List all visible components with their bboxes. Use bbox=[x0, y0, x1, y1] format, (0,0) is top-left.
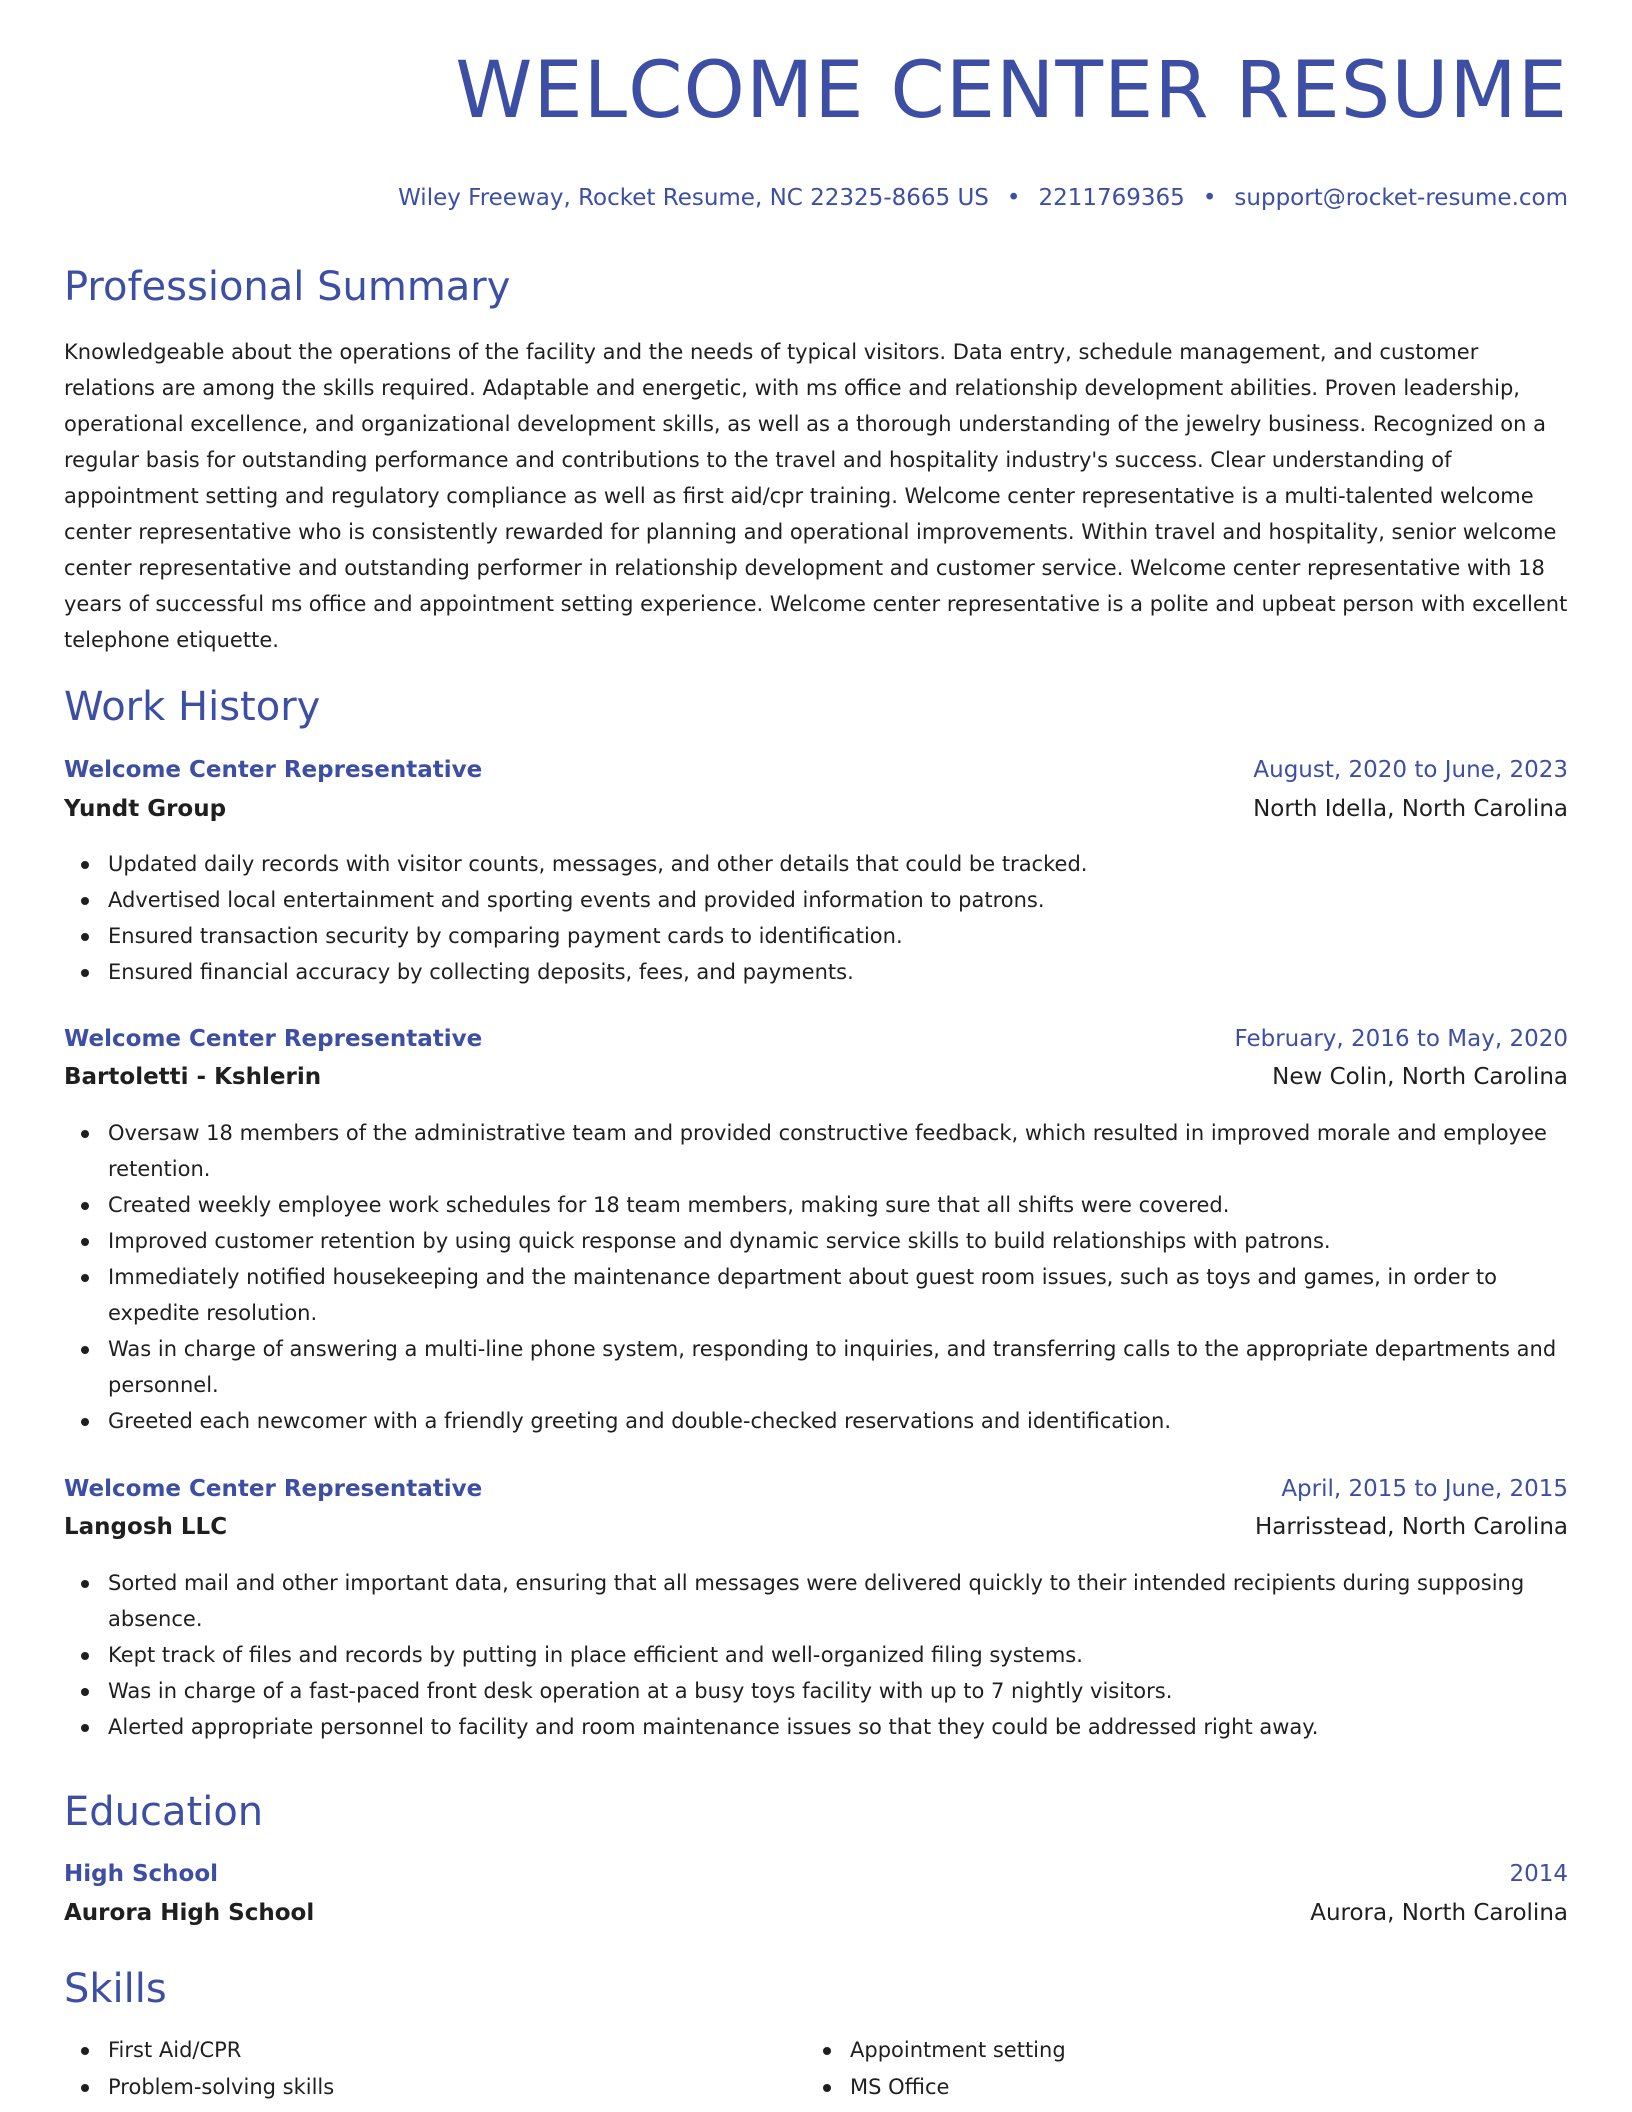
bullet-text: Ensured financial accuracy by collecting deposits, fees, and payments. bbox=[108, 960, 854, 984]
job-dates: August, 2020 to June, 2023 bbox=[1253, 757, 1568, 783]
skill-item bbox=[806, 2032, 1066, 2069]
bullet-icon bbox=[81, 1418, 89, 1426]
job-bullets bbox=[64, 1565, 1568, 1745]
bullet-icon bbox=[823, 2047, 831, 2055]
list-item bbox=[64, 1115, 1568, 1187]
skill-text: MS Office bbox=[850, 2075, 950, 2099]
bullet-text: Improved customer retention by using quick response and dynamic service skills to build relationships with patrons. bbox=[108, 1229, 1331, 1253]
list-item bbox=[64, 1565, 1568, 1637]
skill-text: Appointment setting bbox=[850, 2038, 1066, 2062]
skill-item bbox=[64, 2069, 334, 2106]
contact-email: support@rocket-resume.com bbox=[1234, 185, 1568, 211]
bullet-text: Was in charge of a fast-paced front desk operation at a busy toys facility with up to 7 nightly visitors. bbox=[108, 1679, 1173, 1703]
job-bullets bbox=[64, 1115, 1568, 1439]
bullet-text: Ensured transaction security by comparing payment cards to identification. bbox=[108, 924, 903, 948]
job-dates: April, 2015 to June, 2015 bbox=[1281, 1476, 1568, 1502]
bullet-text: Advertised local entertainment and sporting events and provided information to patrons. bbox=[108, 888, 1045, 912]
bullet-icon bbox=[81, 1580, 89, 1588]
work-history-heading: Work History bbox=[64, 684, 321, 730]
list-item bbox=[64, 1187, 1568, 1223]
job-company: Bartoletti - Kshlerin bbox=[64, 1064, 322, 1090]
bullet-text: Was in charge of answering a multi-line phone system, responding to inquiries, and transferring calls to the appropriate departments and personnel. bbox=[108, 1337, 1557, 1397]
bullet-icon bbox=[81, 1346, 89, 1354]
bullet-text: Updated daily records with visitor counts, messages, and other details that could be tracked. bbox=[108, 852, 1088, 876]
bullet-icon bbox=[81, 1202, 89, 1210]
bullet-text: Sorted mail and other important data, ensuring that all messages were delivered quickly to their intended recipients during supposing absence. bbox=[108, 1571, 1525, 1631]
bullet-icon bbox=[81, 1274, 89, 1282]
bullet-text: Oversaw 18 members of the administrative team and provided constructive feedback, which resulted in improved morale and employee retention. bbox=[108, 1121, 1547, 1181]
contact-separator: • bbox=[1006, 185, 1021, 211]
bullet-icon bbox=[81, 861, 89, 869]
skill-text: Problem-solving skills bbox=[108, 2075, 335, 2099]
bullet-icon bbox=[81, 897, 89, 905]
skill-text: First Aid/CPR bbox=[108, 2038, 242, 2062]
bullet-icon bbox=[81, 2084, 89, 2092]
bullet-text: Alerted appropriate personnel to facility and room maintenance issues so that they could be addressed right away. bbox=[108, 1715, 1319, 1739]
summary-heading: Professional Summary bbox=[64, 264, 511, 310]
job-header bbox=[64, 1023, 1568, 1055]
job-title: Welcome Center Representative bbox=[64, 757, 483, 783]
resume-title: WELCOME CENTER RESUME bbox=[455, 46, 1568, 136]
contact-phone: 2211769365 bbox=[1038, 185, 1185, 211]
list-item bbox=[64, 1223, 1568, 1259]
education-location: Aurora, North Carolina bbox=[1310, 1900, 1568, 1926]
contact-line bbox=[398, 183, 1568, 213]
education-header bbox=[64, 1858, 1568, 1890]
contact-separator: • bbox=[1202, 185, 1217, 211]
list-item bbox=[64, 882, 1568, 918]
bullet-icon bbox=[81, 1652, 89, 1660]
bullet-icon bbox=[823, 2084, 831, 2092]
bullet-text: Immediately notified housekeeping and the maintenance department about guest room issues, such as toys and games, in order to expedite resolution. bbox=[108, 1265, 1498, 1325]
bullet-icon bbox=[81, 969, 89, 977]
education-heading: Education bbox=[64, 1789, 264, 1835]
education-school-row bbox=[64, 1897, 1568, 1929]
bullet-icon bbox=[81, 2047, 89, 2055]
summary-text: Knowledgeable about the operations of the facility and the needs of typical visitors. Data entry, schedule management, and customer relations are among the skills required. Adaptable and energetic, with ms office and relationship development abilities. Proven leadership, operational excellence, and organizational development skills, as well as a thorough understanding of the jewelry business. Recognized on a regular basis for outstanding performance and contributions to the travel and hospitality industry's success. Clear understanding of appointment setting and regulatory compliance as well as first aid/cpr training. Welcome center representative is a multi-talented welcome center representative who is consistently rewarded for planning and operational improvements. Within travel and hospitality, senior welcome center representative and outstanding performer in relationship development and customer service. Welcome center representative with 18 years of successful ms office and appointment setting experience. Welcome center representative is a polite and upbeat person with excellent telephone etiquette. bbox=[64, 340, 1568, 652]
education-school: Aurora High School bbox=[64, 1900, 315, 1926]
bullet-icon bbox=[81, 933, 89, 941]
job-header bbox=[64, 1473, 1568, 1505]
job-location: North Idella, North Carolina bbox=[1253, 796, 1568, 822]
job-dates: February, 2016 to May, 2020 bbox=[1234, 1026, 1568, 1052]
skill-item bbox=[64, 2032, 334, 2069]
job-company-row bbox=[64, 1061, 1568, 1093]
list-item bbox=[64, 918, 1568, 954]
job-company: Langosh LLC bbox=[64, 1514, 228, 1540]
skills-heading: Skills bbox=[64, 1966, 167, 2012]
job-company-row bbox=[64, 793, 1568, 825]
skills-list bbox=[64, 2032, 1568, 2112]
bullet-icon bbox=[81, 1688, 89, 1696]
bullet-icon bbox=[81, 1130, 89, 1138]
bullet-text: Greeted each newcomer with a friendly greeting and double-checked reservations and identification. bbox=[108, 1409, 1172, 1433]
job-header bbox=[64, 754, 1568, 786]
skills-column bbox=[806, 2032, 1066, 2106]
list-item bbox=[64, 1403, 1568, 1439]
bullet-icon bbox=[81, 1724, 89, 1732]
job-company-row bbox=[64, 1511, 1568, 1543]
job-location: Harrisstead, North Carolina bbox=[1254, 1514, 1568, 1540]
bullet-text: Kept track of files and records by putting in place efficient and well-organized filing systems. bbox=[108, 1643, 1083, 1667]
list-item bbox=[64, 1709, 1568, 1745]
bullet-icon bbox=[81, 1238, 89, 1246]
job-title: Welcome Center Representative bbox=[64, 1476, 483, 1502]
list-item bbox=[64, 1637, 1568, 1673]
job-location: New Colin, North Carolina bbox=[1272, 1064, 1568, 1090]
list-item bbox=[64, 1259, 1568, 1331]
skills-column bbox=[64, 2032, 334, 2106]
job-bullets bbox=[64, 846, 1568, 990]
job-title: Welcome Center Representative bbox=[64, 1026, 483, 1052]
list-item bbox=[64, 1673, 1568, 1709]
skill-item bbox=[806, 2069, 1066, 2106]
list-item bbox=[64, 846, 1568, 882]
list-item bbox=[64, 1331, 1568, 1403]
bullet-text: Created weekly employee work schedules for 18 team members, making sure that all shifts were covered. bbox=[108, 1193, 1230, 1217]
education-year: 2014 bbox=[1509, 1861, 1568, 1887]
contact-address: Wiley Freeway, Rocket Resume, NC 22325-8665 US bbox=[398, 185, 989, 211]
job-company: Yundt Group bbox=[64, 796, 227, 822]
list-item bbox=[64, 954, 1568, 990]
education-degree: High School bbox=[64, 1861, 219, 1887]
